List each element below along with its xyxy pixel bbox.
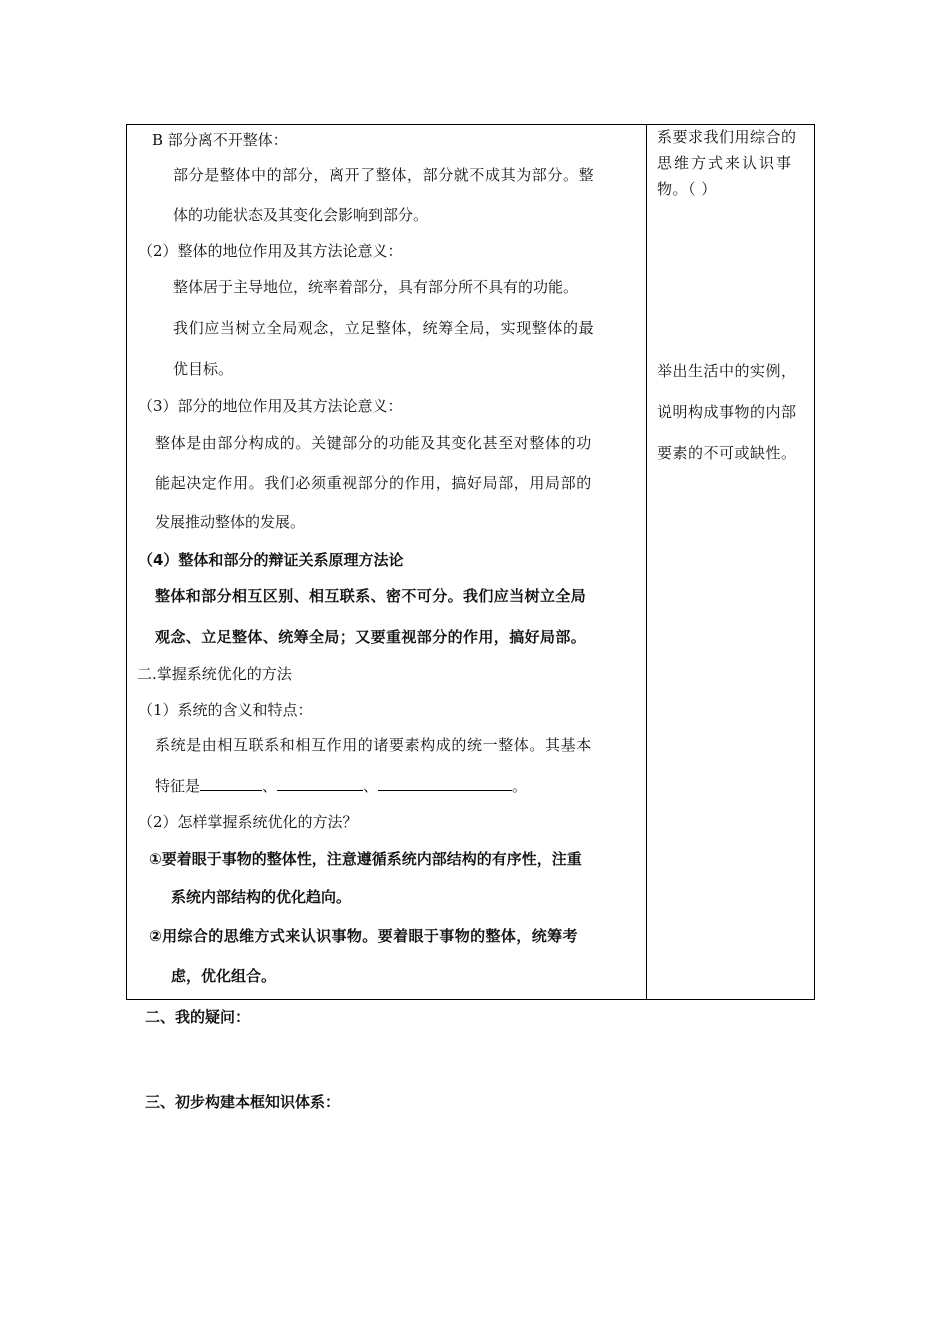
paragraph-line: 能起决定作用。我们必须重视部分的作用，搞好局部，用局部的	[155, 474, 592, 492]
paragraph-line: 发展推动整体的发展。	[155, 513, 306, 531]
paragraph-line: 我们应当树立全局观念，立足整体，统筹全局，实现整体的最	[173, 319, 595, 337]
fill-in-line	[155, 776, 527, 796]
blank-separator: 、	[363, 777, 379, 795]
table-column-divider	[646, 124, 647, 1000]
side-note-line: 举出生活中的实例，	[657, 362, 797, 380]
paragraph-line: 部分是整体中的部分，离开了整体，部分就不成其为部分。整	[173, 166, 595, 184]
section-my-questions: 二、我的疑问：	[145, 1008, 251, 1026]
blank-end: 。	[512, 777, 528, 795]
side-note-line: 物。（ ）	[657, 180, 717, 198]
subheading-2: （2）整体的地位作用及其方法论意义：	[138, 242, 403, 260]
paragraph-line: 体的功能状态及其变化会影响到部分。	[173, 206, 429, 224]
paragraph-line: 整体是由部分构成的。关键部分的功能及其变化甚至对整体的功	[155, 434, 592, 452]
bold-paragraph-line: 虑，优化组合。	[171, 967, 277, 985]
paragraph-line: 整体居于主导地位，统率着部分，具有部分所不具有的功能。	[173, 278, 579, 296]
side-note-line: 要素的不可或缺性。	[657, 444, 797, 462]
subheading-system-1: （1）系统的含义和特点：	[138, 701, 313, 719]
section-knowledge-framework: 三、初步构建本框知识体系：	[145, 1093, 341, 1111]
answer-blank-3[interactable]	[378, 776, 512, 791]
bold-paragraph-line: ②用综合的思维方式来认识事物。要着眼于事物的整体，统筹考	[149, 927, 578, 945]
subheading-4: （4）整体和部分的辩证关系原理方法论	[138, 551, 404, 569]
paragraph-line: 系统是由相互联系和相互作用的诸要素构成的统一整体。其基本	[155, 736, 592, 754]
paragraph-line: 优目标。	[173, 360, 234, 378]
bold-paragraph-line: 整体和部分相互区别、相互联系、密不可分。我们应当树立全局	[155, 587, 587, 605]
fill-in-prefix: 特征是	[155, 777, 201, 795]
point-b-heading: B 部分离不开整体：	[152, 131, 288, 149]
side-note-line: 说明构成事物的内部	[657, 403, 797, 421]
bold-paragraph-line: ①要着眼于事物的整体性，注意遵循系统内部结构的有序性，注重	[149, 850, 582, 868]
side-note-line: 系要求我们用综合的	[657, 128, 797, 146]
answer-blank-1[interactable]	[200, 776, 262, 791]
subheading-3: （3）部分的地位作用及其方法论意义：	[138, 397, 403, 415]
subheading-system-2: （2）怎样掌握系统优化的方法？	[138, 813, 358, 831]
section-heading-system: 二.掌握系统优化的方法	[137, 665, 292, 683]
answer-blank-2[interactable]	[277, 776, 363, 791]
side-note-line: 思维方式来认识事	[657, 154, 794, 172]
bold-paragraph-line: 观念、立足整体、统筹全局；又要重视部分的作用，搞好局部。	[155, 628, 587, 646]
bold-paragraph-line: 系统内部结构的优化趋向。	[171, 888, 352, 906]
blank-separator: 、	[262, 777, 278, 795]
